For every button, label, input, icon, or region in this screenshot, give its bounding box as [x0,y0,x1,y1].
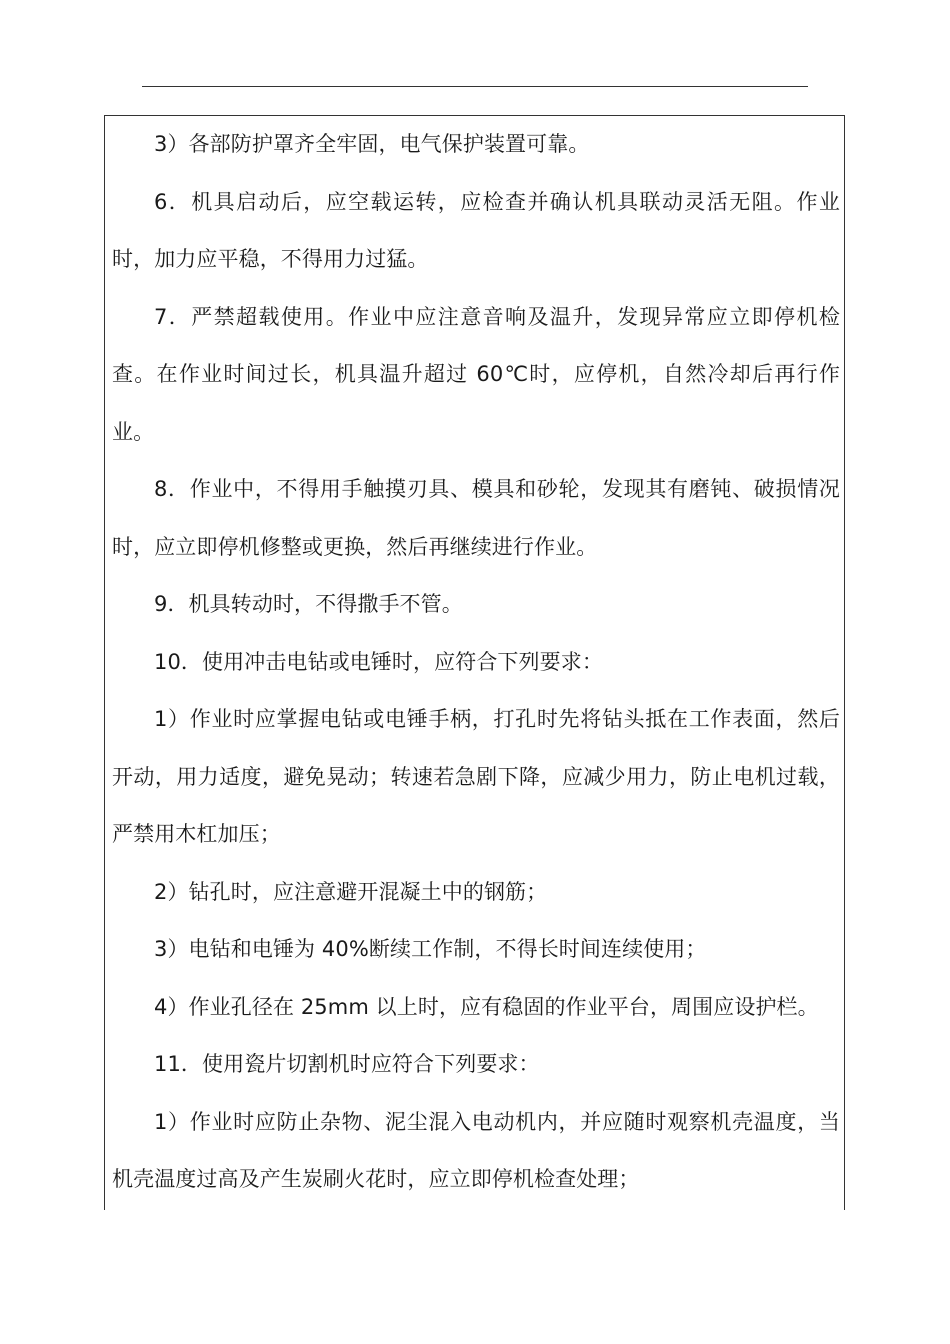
paragraph: 8．作业中，不得用手触摸刃具、模具和砂轮，发现其有磨钝、破损情况时，应立即停机修整或更换，然后再继续进行作业。 [112,477,840,559]
paragraph: 9．机具转动时，不得撒手不管。 [154,592,463,616]
paragraph: 2）钻孔时，应注意避开混凝土中的钢筋； [154,879,548,904]
document-body [112,116,840,1209]
header-rule [142,86,808,87]
paragraph: 1）作业时应防止杂物、泥尘混入电动机内，并应随时观察机壳温度，当机壳温度过高及产生炭刷火花时，应立即停机检查处理； [112,1109,840,1191]
paragraph: 3）电钻和电锤为 40%断续工作制，不得长时间连续使用； [154,937,707,961]
paragraph: 1）作业时应掌握电钻或电锤手柄，打孔时先将钻头抵在工作表面，然后开动，用力适度，避免晃动；转速若急剧下降，应减少用力，防止电机过载，严禁用木杠加压； [112,707,840,846]
paragraph: 10．使用冲击电钻或电锤时，应符合下列要求： [154,649,603,674]
paragraph: 11．使用瓷片切割机时应符合下列要求： [154,1052,540,1076]
paragraph: 6．机具启动后，应空载运转，应检查并确认机具联动灵活无阻。作业时，加力应平稳，不得用力过猛。 [112,189,840,271]
paragraph: 3）各部防护罩齐全牢固，电气保护装置可靠。 [154,132,590,156]
paragraph: 7．严禁超载使用。作业中应注意音响及温升，发现异常应立即停机检查。在作业时间过长，机具温升超过 60℃时，应停机，自然冷却后再行作业。 [112,304,840,444]
paragraph: 4）作业孔径在 25mm 以上时，应有稳固的作业平台，周围应设护栏。 [154,994,819,1019]
